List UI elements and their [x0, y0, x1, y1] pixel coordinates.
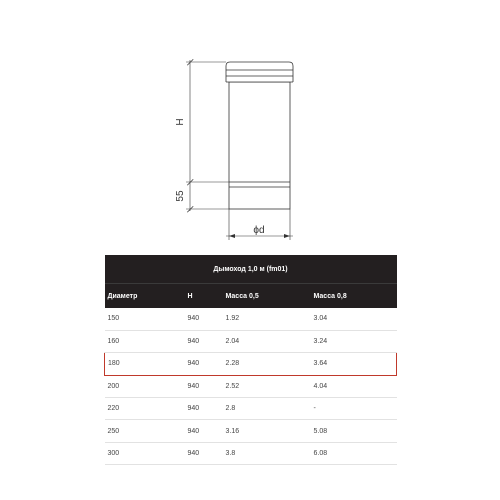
cell-height: 940: [185, 442, 223, 464]
diameter-label: ϕd: [253, 225, 265, 236]
cell-height: 940: [185, 308, 223, 330]
pipe-body: [229, 82, 290, 209]
cell-mass-08: 5.08: [311, 420, 397, 442]
table-row: [105, 420, 397, 442]
table-title: Дымоход 1,0 м (fm01): [105, 255, 397, 284]
cell-diameter: 150: [105, 308, 185, 330]
table-row: [105, 308, 397, 330]
cell-mass-05: 3.16: [223, 420, 311, 442]
cell-diameter: 160: [105, 330, 185, 352]
header-height: H: [185, 284, 223, 309]
table-row-highlighted: [105, 353, 397, 375]
cell-mass-08: -: [311, 398, 397, 420]
height-label: H: [175, 118, 186, 126]
cell-height: 940: [185, 353, 223, 375]
table-row: [105, 442, 397, 464]
cell-mass-05: 1.92: [223, 308, 311, 330]
cell-diameter: 200: [105, 375, 185, 397]
cell-mass-05: 2.28: [223, 353, 311, 375]
header-diameter: Диаметр: [105, 284, 185, 309]
cell-mass-08: 3.24: [311, 330, 397, 352]
pipe-socket-top: [226, 62, 293, 82]
table-row: [105, 375, 397, 397]
cell-height: 940: [185, 375, 223, 397]
cell-diameter: 300: [105, 442, 185, 464]
header-mass-05: Масса 0,5: [223, 284, 311, 309]
spec-table: [104, 255, 397, 465]
cell-height: 940: [185, 420, 223, 442]
cell-height: 940: [185, 330, 223, 352]
cell-mass-05: 2.52: [223, 375, 311, 397]
cell-diameter: 180: [105, 353, 185, 375]
cell-diameter: 220: [105, 398, 185, 420]
cell-mass-05: 3.8: [223, 442, 311, 464]
table-title-row: [105, 255, 397, 284]
table-header-row: [105, 284, 397, 309]
cell-height: 940: [185, 398, 223, 420]
cell-mass-08: 4.04: [311, 375, 397, 397]
cell-mass-08: 6.08: [311, 442, 397, 464]
cell-diameter: 250: [105, 420, 185, 442]
cell-mass-08: 3.04: [311, 308, 397, 330]
table-row: [105, 398, 397, 420]
socket-length-label: 55: [175, 190, 186, 202]
table-row: [105, 330, 397, 352]
cell-mass-08: 3.64: [311, 353, 397, 375]
cell-mass-05: 2.8: [223, 398, 311, 420]
cell-mass-05: 2.04: [223, 330, 311, 352]
header-mass-08: Масса 0,8: [311, 284, 397, 309]
